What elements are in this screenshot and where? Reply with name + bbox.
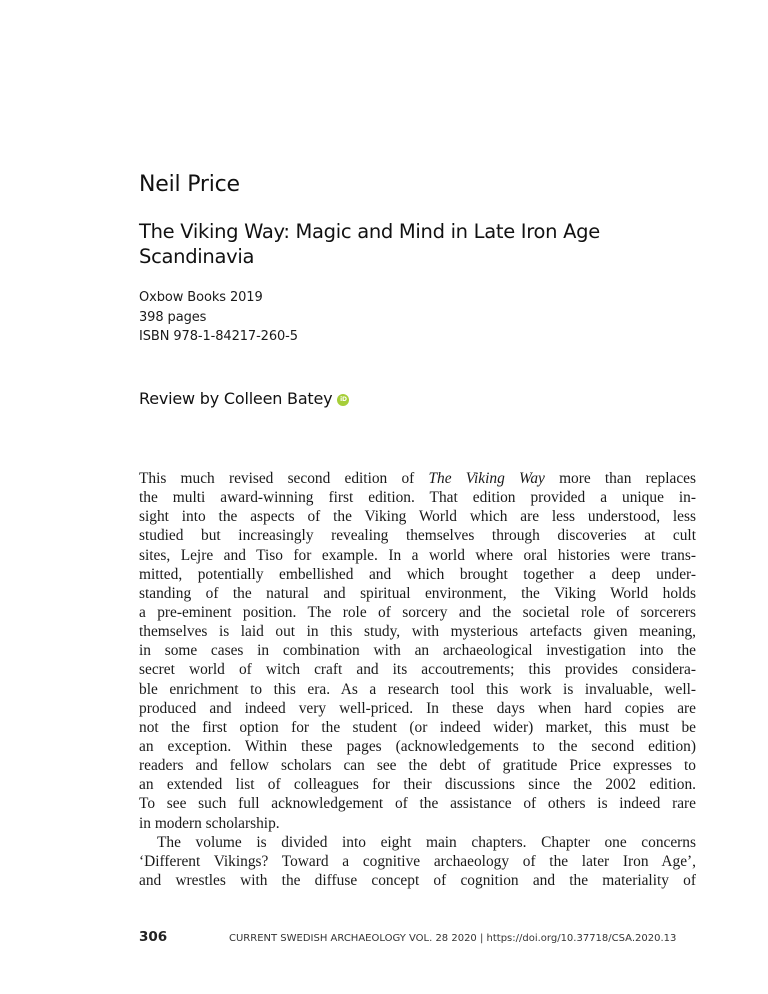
page-footer — [139, 929, 699, 945]
body-line: studied but increasingly revealing themselves through discoveries at cult — [139, 527, 696, 545]
journal-citation[interactable]: CURRENT SWEDISH ARCHAEOLOGY VOL. 28 2020 | https://doi.org/10.37718/CSA.2020.13 — [229, 933, 677, 944]
isbn: ISBN 978-1-84217-260-5 — [139, 329, 298, 344]
body-line: an exception. Within these pages (acknowledgements to the second edition) — [139, 737, 696, 755]
orcid-icon[interactable] — [337, 394, 349, 406]
body-line: This much revised second edition of The Viking Way more than replaces — [139, 470, 696, 487]
orcid-glyph: iD — [340, 395, 347, 403]
book-author: Neil Price — [139, 172, 240, 197]
body-line: secret world of witch craft and its accoutrements; this provides considera- — [139, 661, 696, 679]
reviewer-name: Review by Colleen Batey — [139, 389, 333, 408]
page-count: 398 pages — [139, 309, 207, 325]
body-line: mitted, potentially embellished and which brought together a deep under- — [139, 565, 696, 583]
body-line: sites, Lejre and Tiso for example. In a world where oral histories were trans- — [139, 546, 696, 564]
page-number: 306 — [139, 929, 168, 945]
body-line: standing of the natural and spiritual environment, the Viking World holds — [139, 584, 696, 602]
body-line: a pre-eminent position. The role of sorcery and the societal role of sorcerers — [139, 603, 696, 621]
review-body — [139, 469, 696, 890]
body-line: ble enrichment to this era. As a research tool this work is invaluable, well- — [139, 680, 696, 698]
reviewer-byline — [139, 389, 349, 408]
body-line: The volume is divided into eight main chapters. Chapter one concerns — [157, 833, 696, 851]
body-line: the multi award-winning first edition. That edition provided a unique in- — [139, 489, 696, 507]
body-line: readers and fellow scholars can see the debt of gratitude Price expresses to — [139, 757, 696, 775]
body-line: ‘Different Vikings? Toward a cognitive archaeology of the later Iron Age’, — [139, 852, 696, 870]
body-line: and wrestles with the diffuse concept of cognition and the materiality of — [139, 871, 696, 889]
body-line: themselves is laid out in this study, with mysterious artefacts given meaning, — [139, 623, 696, 641]
publisher-year: Oxbow Books 2019 — [139, 290, 263, 305]
body-line: produced and indeed very well-priced. In these days when hard copies are — [139, 699, 696, 717]
book-metadata — [139, 288, 298, 347]
book-title-italic: The Viking Way — [428, 470, 545, 487]
body-line: not the first option for the student (or indeed wider) market, this must be — [139, 718, 696, 736]
body-line: To see such full acknowledgement of the assistance of others is indeed rare — [139, 795, 696, 813]
body-line: in modern scholarship. — [139, 814, 280, 832]
body-line: sight into the aspects of the Viking World which are less understood, less — [139, 508, 696, 526]
body-line: an extended list of colleagues for their discussions since the 2002 edition. — [139, 776, 696, 794]
body-line: in some cases in combination with an archaeological investigation into the — [139, 642, 696, 660]
book-title: The Viking Way: Magic and Mind in Late Iron Age Scandinavia — [139, 220, 600, 268]
